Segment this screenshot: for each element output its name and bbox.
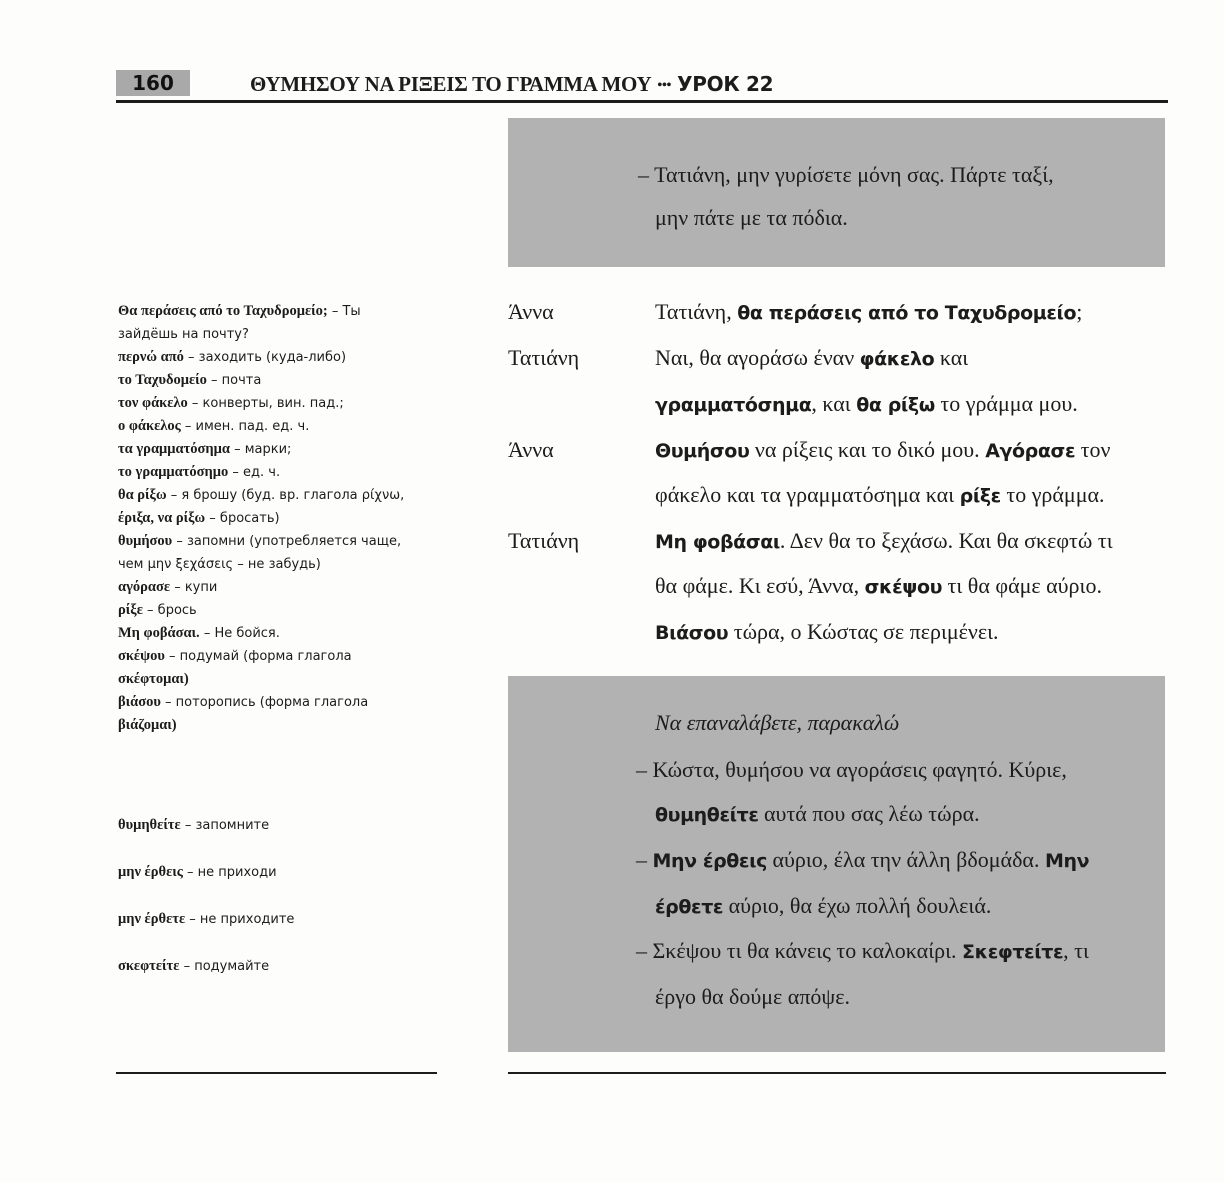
bold-run: ρίξε bbox=[959, 485, 1001, 507]
practice-line-5 bbox=[636, 936, 1089, 967]
text-run: , και bbox=[811, 391, 857, 416]
text-run: Ναι, θα αγοράσω έναν bbox=[655, 345, 860, 370]
running-title bbox=[250, 70, 773, 100]
lesson-label: УРОК 22 bbox=[677, 72, 774, 96]
bold-run: Αγόρασε bbox=[985, 440, 1076, 462]
text-run: – Σκέψου τι θα κάνεις το καλοκαίρι. bbox=[636, 938, 963, 963]
glossary-line bbox=[118, 461, 448, 484]
glossary-russian: – марки; bbox=[229, 442, 292, 457]
glossary-line bbox=[118, 622, 448, 645]
glossary-greek: ρίξε bbox=[118, 602, 143, 618]
bold-run: φάκελο bbox=[859, 348, 935, 370]
bold-run: θυμηθείτε bbox=[655, 804, 759, 826]
glossary-greek: ο φάκελος bbox=[118, 418, 181, 434]
bold-run: έρθετε bbox=[655, 896, 724, 918]
glossary-russian: – конверты, вин. пад.; bbox=[187, 396, 344, 411]
glossary-list bbox=[118, 300, 448, 737]
footer-rule-right bbox=[508, 1072, 1166, 1074]
glossary-russian: – почта bbox=[206, 373, 262, 388]
glossary-line bbox=[118, 668, 448, 691]
dialogue-line-3 bbox=[655, 389, 1078, 420]
practice-line-6: έργο θα δούμε απόψε. bbox=[655, 984, 850, 1009]
glossary-greek: περνώ από bbox=[118, 349, 184, 365]
glossary-greek: σκέψου bbox=[118, 648, 165, 664]
dialogue-line-7 bbox=[655, 571, 1102, 602]
header-rule bbox=[116, 100, 1168, 103]
glossary-russian: – Не бойся. bbox=[199, 626, 280, 641]
glossary-greek: το γραμματόσημο bbox=[118, 464, 229, 480]
glossary-line bbox=[118, 943, 448, 990]
glossary-line bbox=[118, 553, 448, 576]
glossary-line bbox=[118, 802, 448, 849]
glossary-line bbox=[118, 576, 448, 599]
text-run: τι θα φάμε αύριο. bbox=[942, 573, 1102, 598]
glossary-russian: – запомни (употребляется чаще, bbox=[172, 534, 402, 549]
glossary-russian: зайдёшь на почту? bbox=[118, 327, 249, 342]
bold-run: Βιάσου bbox=[655, 622, 729, 644]
bold-run: Σκεφτείτε bbox=[962, 941, 1064, 963]
glossary-list-2 bbox=[118, 802, 448, 990]
glossary-greek: έριξα, να ρίξω bbox=[118, 510, 206, 526]
bold-run: σκέψου bbox=[864, 576, 943, 598]
glossary-russian: – имен. пад. ед. ч. bbox=[180, 419, 310, 434]
glossary-greek: το Ταχυδομείο bbox=[118, 372, 207, 388]
glossary-line bbox=[118, 346, 448, 369]
text-run: Τατιάνη, bbox=[655, 299, 738, 324]
glossary-line bbox=[118, 323, 448, 346]
glossary-greek: βιάζομαι) bbox=[118, 717, 177, 733]
glossary-russian: – запомните bbox=[180, 818, 270, 833]
glossary-greek: θυμηθείτε bbox=[118, 817, 181, 833]
text-run: ; bbox=[1076, 299, 1083, 324]
speaker-anna-1: Άννα bbox=[508, 299, 554, 324]
bold-run: θα ρίξω bbox=[856, 394, 935, 416]
dialogue-line-5 bbox=[655, 480, 1105, 511]
chapter-title: ΘΥΜΗΣΟΥ ΝΑ ΡΙΞΕΙΣ ΤΟ ΓΡΑΜΜΑ ΜΟΥ bbox=[250, 72, 652, 96]
bold-run: Θυμήσου bbox=[655, 440, 750, 462]
text-run: και bbox=[934, 345, 969, 370]
glossary-greek: Μη φοβάσαι. bbox=[118, 625, 200, 641]
speaker-anna-2: Άννα bbox=[508, 437, 554, 462]
glossary-russian: чем μην ξεχάσεις – не забудь) bbox=[118, 557, 321, 572]
glossary-line bbox=[118, 896, 448, 943]
page-header bbox=[116, 64, 1168, 104]
glossary-line bbox=[118, 645, 448, 668]
bold-run: Μην bbox=[1044, 850, 1090, 872]
dialogue-line-8 bbox=[655, 617, 999, 648]
glossary-line bbox=[118, 369, 448, 392]
title-separator: ••• bbox=[657, 78, 672, 93]
glossary-line bbox=[118, 300, 448, 323]
text-run: το γράμμα. bbox=[1000, 482, 1105, 507]
glossary-line bbox=[118, 714, 448, 737]
box-top-line-1: – Τατιάνη, μην γυρίσετε μόνη σας. Πάρτε ταξί, bbox=[638, 162, 1054, 187]
glossary-line bbox=[118, 849, 448, 896]
bold-run: γραμματόσημα bbox=[655, 394, 812, 416]
dialogue-line-1 bbox=[655, 297, 1082, 328]
glossary-greek: σκέφτομαι) bbox=[118, 671, 189, 687]
glossary-greek: θυμήσου bbox=[118, 533, 173, 549]
text-run: το γράμμα μου. bbox=[934, 391, 1078, 416]
practice-heading: Να επαναλάβετε, παρακαλώ bbox=[655, 710, 900, 735]
text-run: . Δεν θα το ξεχάσω. Και θα σκεφτώ τι bbox=[779, 528, 1113, 553]
practice-line-3 bbox=[636, 845, 1089, 876]
glossary-russian: – купи bbox=[170, 580, 218, 595]
dialogue-line-6 bbox=[655, 526, 1113, 557]
glossary-line bbox=[118, 484, 448, 507]
text-run: τον bbox=[1075, 437, 1111, 462]
practice-line-1: – Κώστα, θυμήσου να αγοράσεις φαγητό. Κύριε, bbox=[636, 757, 1067, 782]
speaker-tatiani-2: Τατιάνη bbox=[508, 528, 580, 553]
text-run: αυτά που σας λέω τώρα. bbox=[758, 801, 980, 826]
glossary-greek: μην έρθεις bbox=[118, 864, 183, 880]
speaker-tatiani-1: Τατιάνη bbox=[508, 345, 580, 370]
text-run: , τι bbox=[1063, 938, 1089, 963]
instruction-box bbox=[508, 118, 1165, 267]
glossary-russian: – я брошу (буд. вр. глагола ρίχνω, bbox=[166, 488, 405, 503]
text-run: να ρίξεις και το δικό μου. bbox=[749, 437, 986, 462]
glossary-line bbox=[118, 415, 448, 438]
glossary-russian: – Ты bbox=[327, 304, 361, 319]
text-run: τώρα, ο Κώστας σε περιμένει. bbox=[728, 619, 999, 644]
glossary-russian: – поторопись (форма глагола bbox=[160, 695, 369, 710]
glossary-line bbox=[118, 392, 448, 415]
text-run: – bbox=[636, 847, 653, 872]
bold-run: θα περάσεις από το Ταχυδρομείο bbox=[737, 302, 1077, 324]
glossary-greek: αγόρασε bbox=[118, 579, 171, 595]
glossary-greek: τα γραμματόσημα bbox=[118, 441, 230, 457]
text-run: θα φάμε. Κι εσύ, Άννα, bbox=[655, 573, 865, 598]
glossary-russian: – ед. ч. bbox=[228, 465, 281, 480]
glossary-russian: – бросать) bbox=[205, 511, 280, 526]
glossary-greek: θα ρίξω bbox=[118, 487, 167, 503]
glossary-greek: μην έρθετε bbox=[118, 911, 186, 927]
text-run: αύριο, έλα την άλλη βδομάδα. bbox=[766, 847, 1045, 872]
box-top-line-2: μην πάτε με τα πόδια. bbox=[655, 205, 848, 230]
glossary-russian: – заходить (куда-либо) bbox=[183, 350, 347, 365]
glossary-line bbox=[118, 530, 448, 553]
glossary-russian: – подумай (форма глагола bbox=[164, 649, 352, 664]
glossary-greek: Θα περάσεις από το Ταχυδρομείο; bbox=[118, 303, 328, 319]
glossary-greek: σκεφτείτε bbox=[118, 958, 180, 974]
glossary-line bbox=[118, 599, 448, 622]
dialogue-line-2 bbox=[655, 343, 968, 374]
glossary-russian: – не приходите bbox=[185, 912, 295, 927]
glossary-line bbox=[118, 438, 448, 461]
glossary-line bbox=[118, 691, 448, 714]
glossary-greek: βιάσου bbox=[118, 694, 161, 710]
bold-run: Μην έρθεις bbox=[652, 850, 767, 872]
practice-line-4 bbox=[655, 891, 991, 922]
glossary-line bbox=[118, 507, 448, 530]
bold-run: Μη φοβάσαι bbox=[655, 531, 780, 553]
text-run: αύριο, θα έχω πολλή δουλειά. bbox=[723, 893, 992, 918]
dialogue-line-4 bbox=[655, 435, 1110, 466]
footer-rule-left bbox=[116, 1072, 437, 1074]
glossary-greek: τον φάκελο bbox=[118, 395, 188, 411]
text-run: φάκελο και τα γραμματόσημα και bbox=[655, 482, 960, 507]
practice-line-2 bbox=[655, 799, 980, 830]
glossary-russian: – брось bbox=[142, 603, 197, 618]
glossary-russian: – подумайте bbox=[179, 959, 270, 974]
page-number: 160 bbox=[116, 70, 190, 96]
glossary-russian: – не приходи bbox=[182, 865, 277, 880]
